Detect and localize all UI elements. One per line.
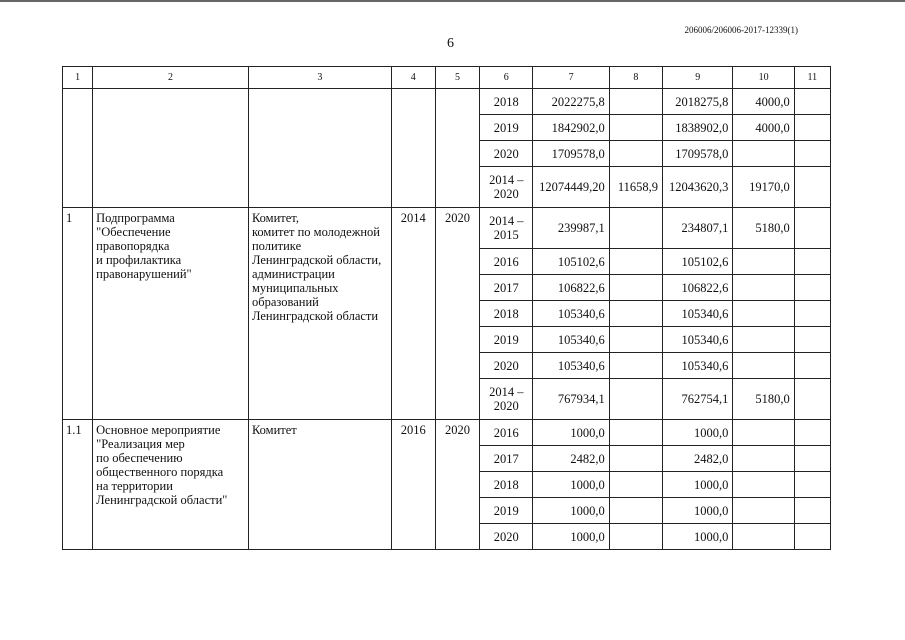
local-budget-cell [733, 141, 794, 167]
table-row [63, 420, 831, 446]
period-cell: 2018 [480, 301, 533, 327]
local-budget-cell [733, 249, 794, 275]
column-header-11: 11 [794, 67, 830, 89]
column-header-7: 7 [533, 67, 609, 89]
column-header-5: 5 [435, 67, 479, 89]
total-amount-cell: 1000,0 [533, 472, 609, 498]
federal-budget-cell [609, 353, 662, 379]
regional-budget-cell: 105340,6 [663, 353, 733, 379]
other-sources-cell [794, 327, 830, 353]
regional-budget-cell: 1838902,0 [663, 115, 733, 141]
other-sources-cell [794, 379, 830, 420]
local-budget-cell: 4000,0 [733, 115, 794, 141]
period-cell: 2014 – 2015 [480, 208, 533, 249]
column-header-8: 8 [609, 67, 662, 89]
other-sources-cell [794, 249, 830, 275]
executor-cell: Комитет [248, 420, 391, 550]
local-budget-cell [733, 275, 794, 301]
period-cell: 2020 [480, 524, 533, 550]
empty-lead-cell [248, 89, 391, 208]
empty-lead-cell [63, 89, 93, 208]
empty-lead-cell [391, 89, 435, 208]
regional-budget-cell: 105340,6 [663, 301, 733, 327]
local-budget-cell: 5180,0 [733, 379, 794, 420]
federal-budget-cell [609, 472, 662, 498]
other-sources-cell [794, 446, 830, 472]
regional-budget-cell: 1000,0 [663, 472, 733, 498]
page-number: 6 [447, 36, 454, 51]
regional-budget-cell: 105102,6 [663, 249, 733, 275]
regional-budget-cell: 1000,0 [663, 524, 733, 550]
federal-budget-cell [609, 446, 662, 472]
period-cell: 2016 [480, 420, 533, 446]
period-cell: 2020 [480, 353, 533, 379]
total-amount-cell: 105340,6 [533, 353, 609, 379]
document-id: 206006/206006-2017-12339(1) [684, 25, 798, 35]
regional-budget-cell: 762754,1 [663, 379, 733, 420]
period-cell: 2014 – 2020 [480, 379, 533, 420]
column-header-4: 4 [391, 67, 435, 89]
other-sources-cell [794, 353, 830, 379]
total-amount-cell: 1000,0 [533, 420, 609, 446]
empty-lead-cell [435, 89, 479, 208]
federal-budget-cell [609, 275, 662, 301]
regional-budget-cell: 234807,1 [663, 208, 733, 249]
end-year-cell: 2020 [435, 420, 479, 550]
column-header-10: 10 [733, 67, 794, 89]
column-header-2: 2 [93, 67, 249, 89]
period-cell: 2018 [480, 89, 533, 115]
federal-budget-cell: 11658,9 [609, 167, 662, 208]
regional-budget-cell: 12043620,3 [663, 167, 733, 208]
regional-budget-cell: 2482,0 [663, 446, 733, 472]
period-cell: 2019 [480, 498, 533, 524]
total-amount-cell: 105340,6 [533, 327, 609, 353]
total-amount-cell: 105340,6 [533, 301, 609, 327]
bottom-edge [0, 636, 905, 640]
total-amount-cell: 1000,0 [533, 524, 609, 550]
top-border-line [0, 0, 905, 2]
end-year-cell: 2020 [435, 208, 479, 420]
regional-budget-cell: 106822,6 [663, 275, 733, 301]
period-cell: 2017 [480, 275, 533, 301]
local-budget-cell [733, 498, 794, 524]
total-amount-cell: 767934,1 [533, 379, 609, 420]
local-budget-cell [733, 301, 794, 327]
federal-budget-cell [609, 498, 662, 524]
period-cell: 2019 [480, 327, 533, 353]
total-amount-cell: 1709578,0 [533, 141, 609, 167]
local-budget-cell [733, 353, 794, 379]
start-year-cell: 2016 [391, 420, 435, 550]
federal-budget-cell [609, 301, 662, 327]
other-sources-cell [794, 301, 830, 327]
federal-budget-cell [609, 420, 662, 446]
period-cell: 2016 [480, 249, 533, 275]
regional-budget-cell: 1000,0 [663, 420, 733, 446]
total-amount-cell: 106822,6 [533, 275, 609, 301]
federal-budget-cell [609, 327, 662, 353]
local-budget-cell [733, 420, 794, 446]
item-name-cell: Основное мероприятие "Реализация мер по обеспечению общественного порядка на территории Ленинградской области" [93, 420, 249, 550]
federal-budget-cell [609, 524, 662, 550]
total-amount-cell: 239987,1 [533, 208, 609, 249]
local-budget-cell: 4000,0 [733, 89, 794, 115]
executor-cell: Комитет, комитет по молодежной политике Ленинградской области, администрации муниципальных образований Ленинградской области [248, 208, 391, 420]
period-cell: 2019 [480, 115, 533, 141]
table-row [63, 89, 831, 115]
local-budget-cell [733, 327, 794, 353]
other-sources-cell [794, 167, 830, 208]
federal-budget-cell [609, 379, 662, 420]
program-financing-table [62, 66, 831, 550]
column-header-9: 9 [663, 67, 733, 89]
regional-budget-cell: 2018275,8 [663, 89, 733, 115]
period-cell: 2018 [480, 472, 533, 498]
local-budget-cell [733, 472, 794, 498]
federal-budget-cell [609, 208, 662, 249]
local-budget-cell [733, 446, 794, 472]
table-row [63, 208, 831, 249]
federal-budget-cell [609, 115, 662, 141]
regional-budget-cell: 105340,6 [663, 327, 733, 353]
total-amount-cell: 105102,6 [533, 249, 609, 275]
other-sources-cell [794, 89, 830, 115]
other-sources-cell [794, 115, 830, 141]
other-sources-cell [794, 498, 830, 524]
total-amount-cell: 1842902,0 [533, 115, 609, 141]
total-amount-cell: 2482,0 [533, 446, 609, 472]
local-budget-cell: 5180,0 [733, 208, 794, 249]
other-sources-cell [794, 524, 830, 550]
empty-lead-cell [93, 89, 249, 208]
other-sources-cell [794, 472, 830, 498]
federal-budget-cell [609, 249, 662, 275]
period-cell: 2017 [480, 446, 533, 472]
item-name-cell: Подпрограмма "Обеспечение правопорядка и профилактика правонарушений" [93, 208, 249, 420]
other-sources-cell [794, 208, 830, 249]
local-budget-cell [733, 524, 794, 550]
item-number-cell: 1 [63, 208, 93, 420]
regional-budget-cell: 1709578,0 [663, 141, 733, 167]
column-header-3: 3 [248, 67, 391, 89]
total-amount-cell: 2022275,8 [533, 89, 609, 115]
item-number-cell: 1.1 [63, 420, 93, 550]
total-amount-cell: 12074449,20 [533, 167, 609, 208]
header-row [63, 67, 831, 89]
period-cell: 2014 – 2020 [480, 167, 533, 208]
column-header-6: 6 [480, 67, 533, 89]
column-header-1: 1 [63, 67, 93, 89]
federal-budget-cell [609, 89, 662, 115]
federal-budget-cell [609, 141, 662, 167]
other-sources-cell [794, 141, 830, 167]
other-sources-cell [794, 420, 830, 446]
regional-budget-cell: 1000,0 [663, 498, 733, 524]
period-cell: 2020 [480, 141, 533, 167]
start-year-cell: 2014 [391, 208, 435, 420]
total-amount-cell: 1000,0 [533, 498, 609, 524]
other-sources-cell [794, 275, 830, 301]
local-budget-cell: 19170,0 [733, 167, 794, 208]
